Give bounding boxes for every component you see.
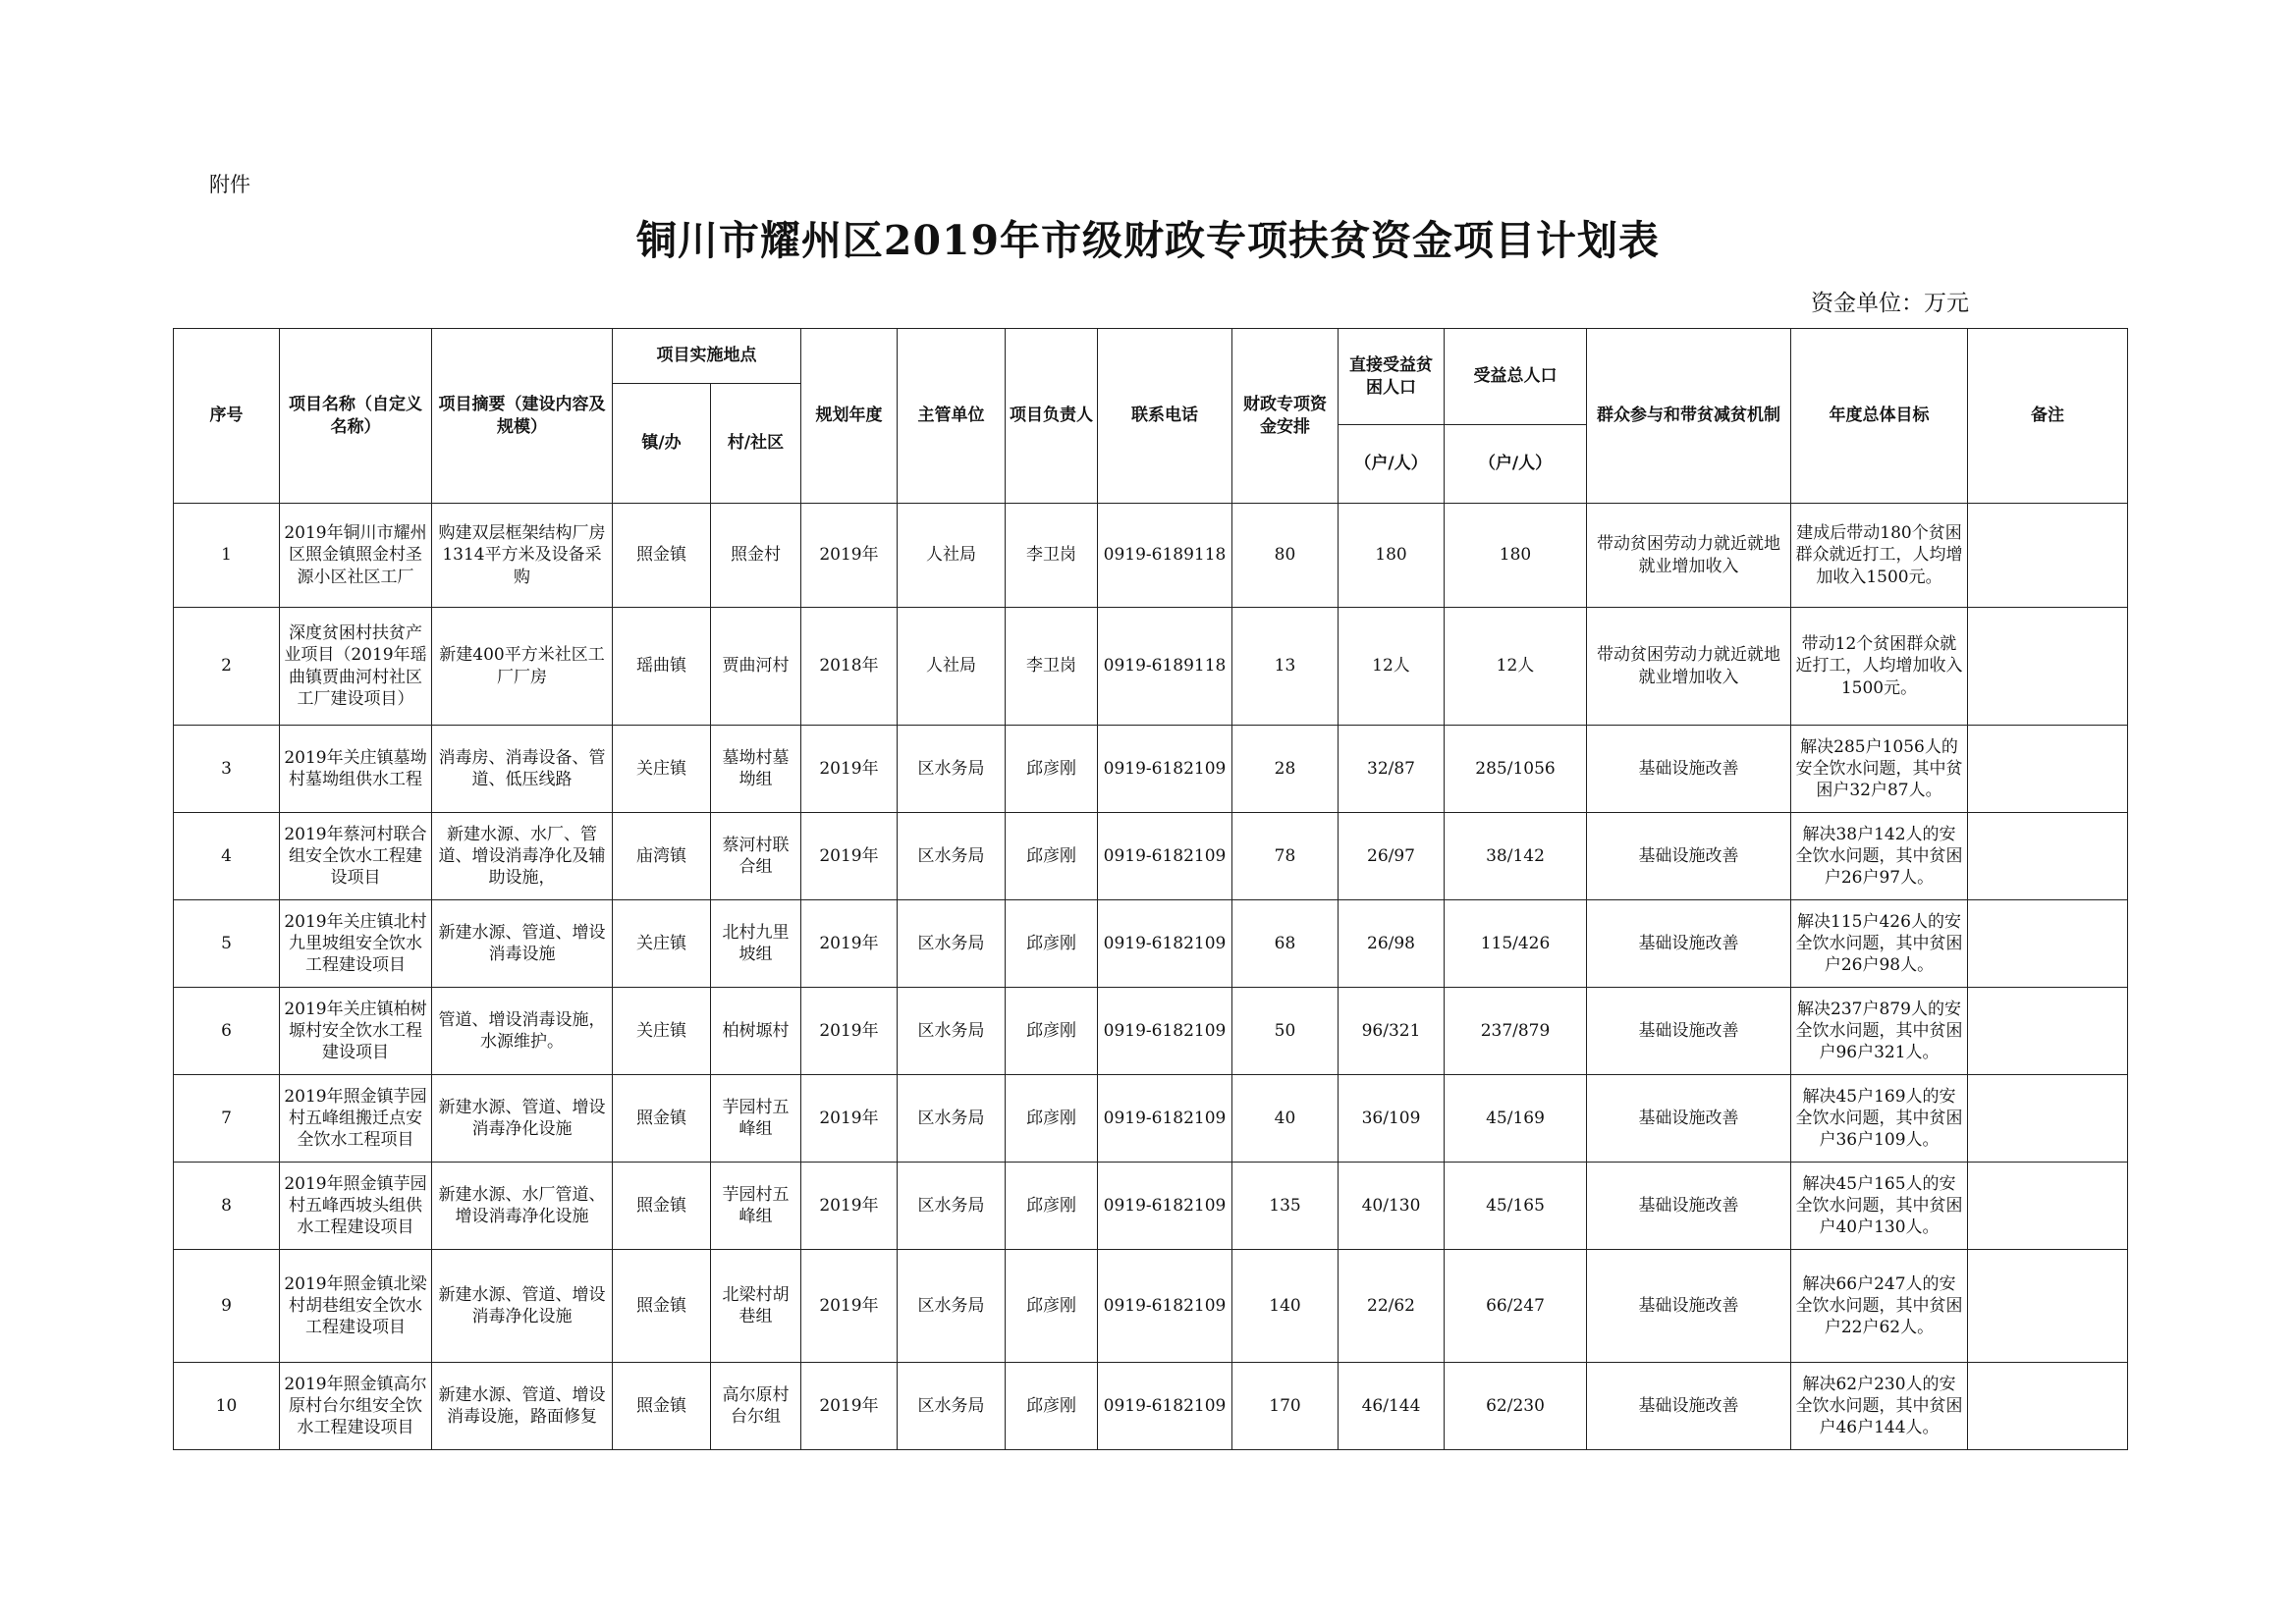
attachment-label: 附件 [209, 173, 250, 196]
cell-dept: 区水务局 [898, 1250, 1006, 1363]
cell-name: 2019年照金镇北梁村胡巷组安全饮水工程建设项目 [280, 1250, 432, 1363]
cell-year: 2019年 [801, 504, 898, 608]
page-title: 铜川市耀州区2019年市级财政专项扶贫资金项目计划表 [635, 217, 1661, 264]
cell-remark [1968, 1250, 2128, 1363]
cell-year: 2019年 [801, 1250, 898, 1363]
cell-remark [1968, 608, 2128, 726]
cell-name: 深度贫困村扶贫产业项目（2019年瑶曲镇贾曲河村社区工厂建设项目） [280, 608, 432, 726]
table-row [174, 900, 2128, 988]
cell-remark [1968, 1163, 2128, 1250]
cell-funds: 13 [1232, 608, 1339, 726]
header-village: 村/社区 [711, 384, 801, 504]
table-row [174, 813, 2128, 900]
table-row [174, 504, 2128, 608]
cell-goal: 建成后带动180个贫困群众就近打工，人均增加收入1500元。 [1791, 504, 1968, 608]
cell-town: 关庄镇 [613, 900, 711, 988]
cell-dept: 区水务局 [898, 900, 1006, 988]
cell-phone: 0919-6182109 [1098, 1075, 1232, 1163]
cell-leader: 邱彦刚 [1006, 813, 1098, 900]
header-year: 规划年度 [801, 329, 898, 504]
cell-remark [1968, 988, 2128, 1075]
cell-goal: 解决66户247人的安全饮水问题，其中贫困户22户62人。 [1791, 1250, 1968, 1363]
project-plan-table [173, 328, 2128, 1450]
cell-mechanism: 基础设施改善 [1587, 1075, 1791, 1163]
cell-direct: 96/321 [1339, 988, 1445, 1075]
cell-summary: 新建水源、管道、增设消毒设施 [432, 900, 613, 988]
cell-phone: 0919-6182109 [1098, 726, 1232, 813]
header-direct-pop: 直接受益贫困人口 [1339, 329, 1445, 425]
cell-funds: 135 [1232, 1163, 1339, 1250]
cell-remark [1968, 504, 2128, 608]
cell-direct: 32/87 [1339, 726, 1445, 813]
cell-seq: 6 [174, 988, 280, 1075]
table-row [174, 1363, 2128, 1450]
cell-mechanism: 基础设施改善 [1587, 1250, 1791, 1363]
cell-goal: 解决62户230人的安全饮水问题，其中贫困户46户144人。 [1791, 1363, 1968, 1450]
cell-phone: 0919-6182109 [1098, 988, 1232, 1075]
cell-direct: 26/97 [1339, 813, 1445, 900]
table-row [174, 608, 2128, 726]
cell-year: 2019年 [801, 900, 898, 988]
cell-total: 45/165 [1445, 1163, 1587, 1250]
cell-funds: 50 [1232, 988, 1339, 1075]
cell-village: 墓坳村墓坳组 [711, 726, 801, 813]
header-mechanism: 群众参与和带贫减贫机制 [1587, 329, 1791, 504]
cell-name: 2019年铜川市耀州区照金镇照金村圣源小区社区工厂 [280, 504, 432, 608]
cell-summary: 新建水源、水厂、管道、增设消毒净化及辅助设施， [432, 813, 613, 900]
cell-total: 45/169 [1445, 1075, 1587, 1163]
cell-seq: 3 [174, 726, 280, 813]
cell-seq: 2 [174, 608, 280, 726]
cell-total: 180 [1445, 504, 1587, 608]
cell-goal: 解决45户169人的安全饮水问题，其中贫困户36户109人。 [1791, 1075, 1968, 1163]
cell-remark [1968, 813, 2128, 900]
cell-phone: 0919-6182109 [1098, 1363, 1232, 1450]
cell-dept: 区水务局 [898, 988, 1006, 1075]
header-location: 项目实施地点 [613, 329, 801, 384]
cell-year: 2018年 [801, 608, 898, 726]
cell-remark [1968, 1363, 2128, 1450]
cell-village: 贾曲河村 [711, 608, 801, 726]
header-name: 项目名称（自定义名称） [280, 329, 432, 504]
cell-seq: 4 [174, 813, 280, 900]
cell-leader: 邱彦刚 [1006, 1250, 1098, 1363]
cell-seq: 1 [174, 504, 280, 608]
header-phone: 联系电话 [1098, 329, 1232, 504]
cell-town: 照金镇 [613, 1163, 711, 1250]
cell-seq: 7 [174, 1075, 280, 1163]
cell-year: 2019年 [801, 813, 898, 900]
table-row [174, 726, 2128, 813]
cell-goal: 解决45户165人的安全饮水问题，其中贫困户40户130人。 [1791, 1163, 1968, 1250]
cell-dept: 区水务局 [898, 1363, 1006, 1450]
table-row [174, 1250, 2128, 1363]
cell-summary: 新建水源、管道、增设消毒净化设施 [432, 1075, 613, 1163]
cell-goal: 解决285户1056人的安全饮水问题，其中贫困户32户87人。 [1791, 726, 1968, 813]
cell-seq: 5 [174, 900, 280, 988]
cell-direct: 36/109 [1339, 1075, 1445, 1163]
cell-seq: 8 [174, 1163, 280, 1250]
cell-year: 2019年 [801, 726, 898, 813]
cell-goal: 解决115户426人的安全饮水问题，其中贫困户26户98人。 [1791, 900, 1968, 988]
cell-phone: 0919-6189118 [1098, 608, 1232, 726]
cell-mechanism: 基础设施改善 [1587, 1163, 1791, 1250]
cell-leader: 邱彦刚 [1006, 1163, 1098, 1250]
cell-funds: 40 [1232, 1075, 1339, 1163]
cell-town: 瑶曲镇 [613, 608, 711, 726]
cell-dept: 区水务局 [898, 726, 1006, 813]
cell-name: 2019年关庄镇墓坳村墓坳组供水工程 [280, 726, 432, 813]
cell-mechanism: 基础设施改善 [1587, 988, 1791, 1075]
header-leader: 项目负责人 [1006, 329, 1098, 504]
cell-funds: 28 [1232, 726, 1339, 813]
cell-summary: 新建水源、管道、增设消毒设施，路面修复 [432, 1363, 613, 1450]
cell-summary: 消毒房、消毒设备、管道、低压线路 [432, 726, 613, 813]
cell-leader: 邱彦刚 [1006, 726, 1098, 813]
header-funds: 财政专项资金安排 [1232, 329, 1339, 504]
cell-mechanism: 带动贫困劳动力就近就地就业增加收入 [1587, 608, 1791, 726]
cell-direct: 46/144 [1339, 1363, 1445, 1450]
cell-phone: 0919-6182109 [1098, 1250, 1232, 1363]
cell-mechanism: 基础设施改善 [1587, 1363, 1791, 1450]
header-town: 镇/办 [613, 384, 711, 504]
cell-mechanism: 基础设施改善 [1587, 900, 1791, 988]
cell-leader: 邱彦刚 [1006, 988, 1098, 1075]
cell-leader: 李卫岗 [1006, 504, 1098, 608]
cell-name: 2019年关庄镇北村九里坡组安全饮水工程建设项目 [280, 900, 432, 988]
cell-year: 2019年 [801, 1163, 898, 1250]
cell-village: 北梁村胡巷组 [711, 1250, 801, 1363]
cell-name: 2019年照金镇芋园村五峰组搬迁点安全饮水工程项目 [280, 1075, 432, 1163]
cell-name: 2019年关庄镇柏树塬村安全饮水工程建设项目 [280, 988, 432, 1075]
cell-year: 2019年 [801, 1075, 898, 1163]
cell-leader: 邱彦刚 [1006, 1075, 1098, 1163]
cell-direct: 26/98 [1339, 900, 1445, 988]
cell-name: 2019年照金镇高尔原村台尔组安全饮水工程建设项目 [280, 1363, 432, 1450]
cell-phone: 0919-6189118 [1098, 504, 1232, 608]
cell-total: 12人 [1445, 608, 1587, 726]
cell-mechanism: 基础设施改善 [1587, 726, 1791, 813]
cell-village: 蔡河村联合组 [711, 813, 801, 900]
cell-funds: 78 [1232, 813, 1339, 900]
cell-goal: 解决237户879人的安全饮水问题，其中贫困户96户321人。 [1791, 988, 1968, 1075]
cell-total: 38/142 [1445, 813, 1587, 900]
table-row [174, 988, 2128, 1075]
cell-village: 芋园村五峰组 [711, 1075, 801, 1163]
header-direct-pop-unit: （户/人） [1339, 425, 1445, 504]
table-row [174, 1075, 2128, 1163]
header-total-pop-unit: （户/人） [1445, 425, 1587, 504]
cell-town: 照金镇 [613, 1075, 711, 1163]
cell-town: 关庄镇 [613, 988, 711, 1075]
cell-total: 66/247 [1445, 1250, 1587, 1363]
cell-name: 2019年蔡河村联合组安全饮水工程建设项目 [280, 813, 432, 900]
cell-village: 北村九里坡组 [711, 900, 801, 988]
cell-leader: 邱彦刚 [1006, 900, 1098, 988]
cell-remark [1968, 726, 2128, 813]
cell-direct: 40/130 [1339, 1163, 1445, 1250]
header-goal: 年度总体目标 [1791, 329, 1968, 504]
cell-funds: 170 [1232, 1363, 1339, 1450]
cell-summary: 新建400平方米社区工厂厂房 [432, 608, 613, 726]
cell-summary: 新建水源、水厂管道、增设消毒净化设施 [432, 1163, 613, 1250]
cell-dept: 人社局 [898, 504, 1006, 608]
header-total-pop: 受益总人口 [1445, 329, 1587, 425]
cell-town: 照金镇 [613, 1250, 711, 1363]
cell-remark [1968, 1075, 2128, 1163]
cell-year: 2019年 [801, 988, 898, 1075]
cell-mechanism: 基础设施改善 [1587, 813, 1791, 900]
cell-town: 照金镇 [613, 1363, 711, 1450]
cell-town: 照金镇 [613, 504, 711, 608]
cell-funds: 80 [1232, 504, 1339, 608]
cell-goal: 带动12个贫困群众就近打工，人均增加收入1500元。 [1791, 608, 1968, 726]
funds-unit-label: 资金单位：万元 [1811, 291, 1969, 316]
table-row [174, 1163, 2128, 1250]
cell-phone: 0919-6182109 [1098, 813, 1232, 900]
cell-village: 柏树塬村 [711, 988, 801, 1075]
cell-year: 2019年 [801, 1363, 898, 1450]
cell-phone: 0919-6182109 [1098, 1163, 1232, 1250]
cell-village: 照金村 [711, 504, 801, 608]
cell-direct: 22/62 [1339, 1250, 1445, 1363]
cell-dept: 人社局 [898, 608, 1006, 726]
cell-summary: 管道、增设消毒设施，水源维护。 [432, 988, 613, 1075]
cell-remark [1968, 900, 2128, 988]
cell-goal: 解决38户142人的安全饮水问题，其中贫困户26户97人。 [1791, 813, 1968, 900]
cell-direct: 180 [1339, 504, 1445, 608]
cell-summary: 新建水源、管道、增设消毒净化设施 [432, 1250, 613, 1363]
cell-total: 115/426 [1445, 900, 1587, 988]
header-remark: 备注 [1968, 329, 2128, 504]
cell-direct: 12人 [1339, 608, 1445, 726]
cell-dept: 区水务局 [898, 813, 1006, 900]
cell-village: 高尔原村台尔组 [711, 1363, 801, 1450]
cell-phone: 0919-6182109 [1098, 900, 1232, 988]
cell-leader: 邱彦刚 [1006, 1363, 1098, 1450]
header-dept: 主管单位 [898, 329, 1006, 504]
cell-mechanism: 带动贫困劳动力就近就地就业增加收入 [1587, 504, 1791, 608]
header-summary: 项目摘要（建设内容及规模） [432, 329, 613, 504]
cell-town: 关庄镇 [613, 726, 711, 813]
cell-dept: 区水务局 [898, 1075, 1006, 1163]
header-seq: 序号 [174, 329, 280, 504]
cell-seq: 10 [174, 1363, 280, 1450]
cell-village: 芋园村五峰组 [711, 1163, 801, 1250]
cell-total: 62/230 [1445, 1363, 1587, 1450]
cell-dept: 区水务局 [898, 1163, 1006, 1250]
cell-total: 237/879 [1445, 988, 1587, 1075]
cell-town: 庙湾镇 [613, 813, 711, 900]
cell-leader: 李卫岗 [1006, 608, 1098, 726]
cell-seq: 9 [174, 1250, 280, 1363]
cell-total: 285/1056 [1445, 726, 1587, 813]
cell-funds: 68 [1232, 900, 1339, 988]
cell-summary: 购建双层框架结构厂房1314平方米及设备采购 [432, 504, 613, 608]
cell-name: 2019年照金镇芋园村五峰西坡头组供水工程建设项目 [280, 1163, 432, 1250]
cell-funds: 140 [1232, 1250, 1339, 1363]
